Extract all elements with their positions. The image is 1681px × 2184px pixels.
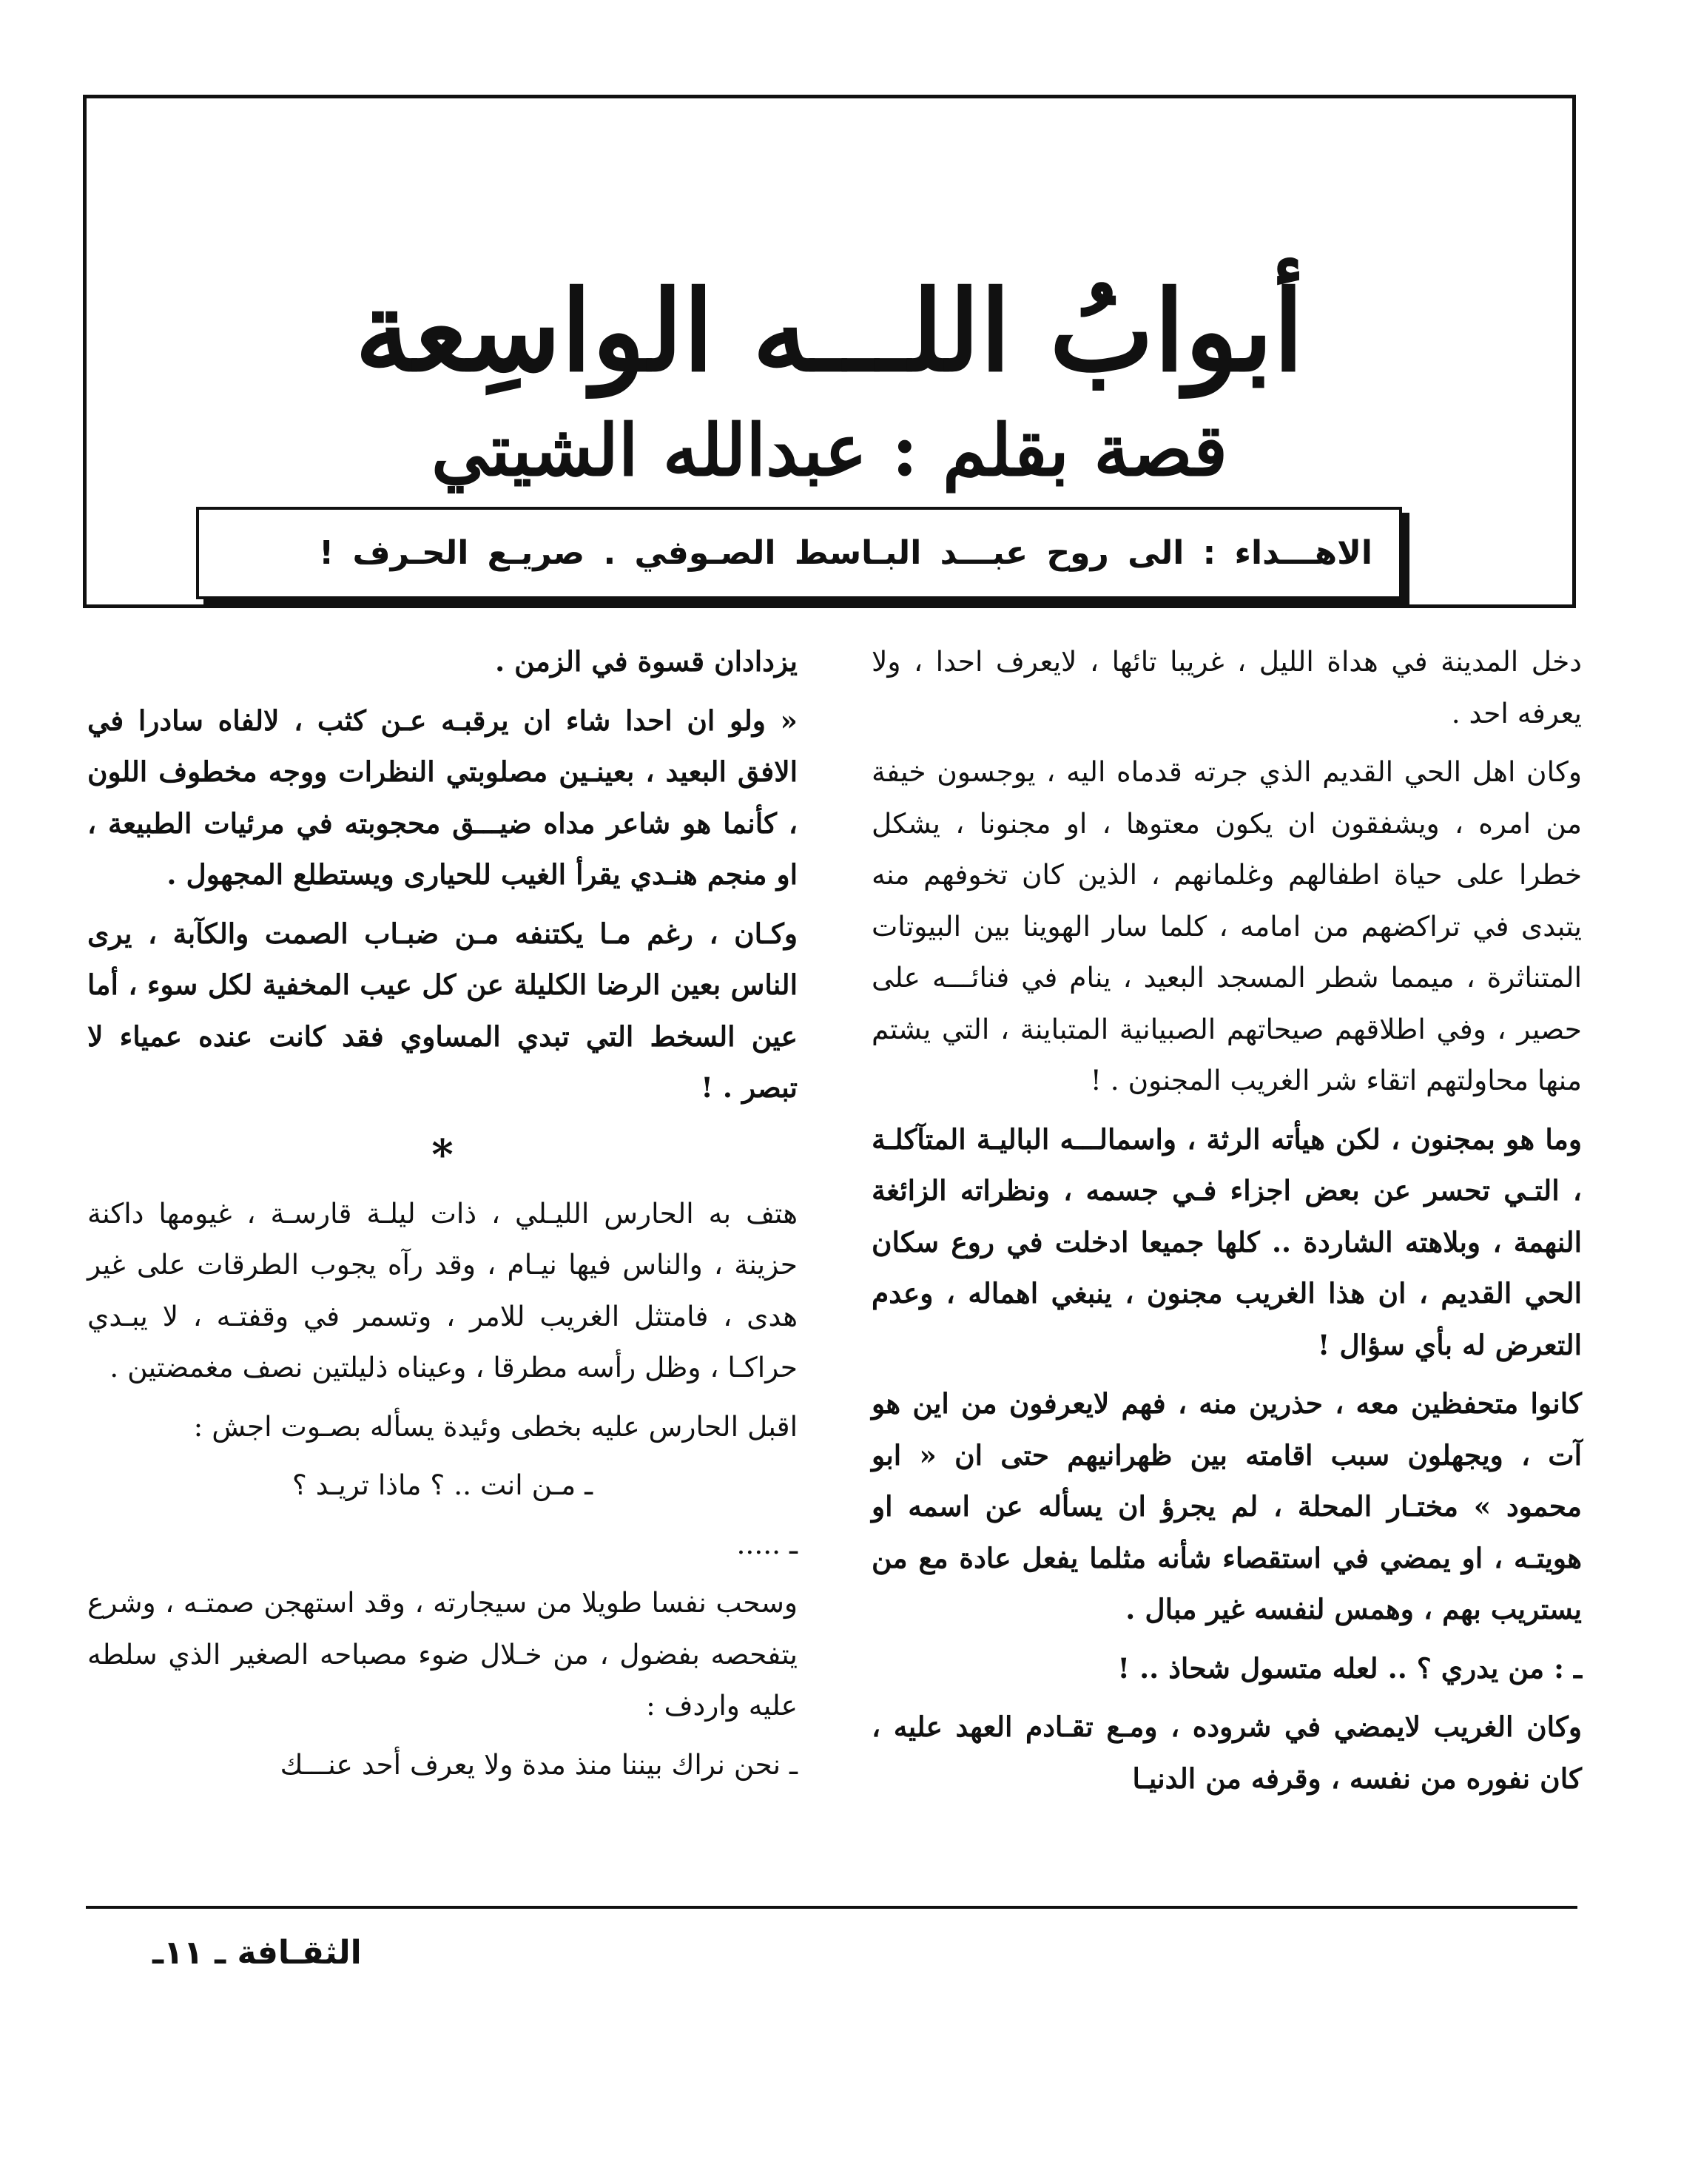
- section-separator: *: [431, 1130, 454, 1179]
- paragraph: وسحب نفسا طويلا من سيجارته ، وقد استهجن صمتـه ، وشرع يتفحصه بفضول ، من خـلال ضوء مصباحه الصغير الذي سلطه عليه واردف :: [87, 1586, 798, 1722]
- title-box: [83, 95, 1576, 608]
- dialogue-line: ـ مـن انت .. ؟ ماذا تريـد ؟: [292, 1469, 593, 1501]
- paragraph: « ولو ان احدا شاء ان يرقبـه عـن كثب ، لالفاه سادرا في الافق البعيد ، بعينـين مصلوبتي النظرات ووجه مخطوف اللون ، كأنما هو شاعر مداه ضيـــق محجوبته في مرئيات الطبيعة ، او منجم هنـدي يقرأ الغيب للحيارى ويستطلع المجهول .: [87, 704, 798, 891]
- story-title: أبوابُ اللـــه الواسِعة: [354, 266, 1304, 397]
- dialogue-line: ـ نحن نراك بيننا منذ مدة ولا يعرف أحد عنـــك: [280, 1747, 798, 1781]
- left-column: [87, 636, 798, 1798]
- paragraph: دخل المدينة في هداة الليل ، غريبا تائها ، لايعرف احدا ، ولا يعرفه احد .: [872, 645, 1582, 729]
- paragraph: كانوا متحفظين معه ، حذرين منه ، فهم لايعرفون من اين هو آت ، ويجهلون سبب اقامته بين ظهرانيهم حتى ان « ابو محمود » مختـار المحلة ، لم يجرؤ ان يسأله عن اسمه او هويتـه ، او يمضي في استقصاء شأنه مثلما يفعل عادة مع من يستريب بهم ، وهمس لنفسه غير مبال .: [872, 1387, 1582, 1625]
- paragraph: وكـان ، رغم مـا يكتنفه مـن ضبـاب الصمت والكآبة ، يرى الناس بعين الرضا الكليلة عن كل عيب المخفية لكل سوء ، أما عين السخط التي تبدي المساوي فقد كانت عنده عمياء لا تبصر . !: [87, 917, 798, 1104]
- paragraph: ـ : من يدري ؟ .. لعله متسول شحاذ .. !: [1117, 1651, 1582, 1685]
- dedication-box: [196, 507, 1402, 599]
- story-byline: قصة بقلم : عبدالله الشيتي: [431, 408, 1227, 492]
- dialogue-line: ـ .....: [736, 1527, 798, 1560]
- right-column: [872, 636, 1582, 1812]
- paragraph: وكان الغريب لايمضي في شروده ، ومـع تقـادم العهد عليه ، كان نفوره من نفسه ، وقرفه من الدنيـا: [872, 1711, 1582, 1795]
- paragraph: وكان اهل الحي القديم الذي جرته قدماه اليه ، يوجسون خيفة من امره ، ويشفقون ان يكون معتوها ، او مجنونا ، يشكل خطرا على حياة اطفالهم وغلمانهم ، الذين كان تخوفهم منه يتبدى في تراكضهم من امامه ، كلما سار الهوينا بين البيوتات المتناثرة ، ميمما شطر المسجد البعيد ، ينام في فنائـــه على حصير ، وفي اطلاقهم صيحاتهم الصبيانية المتباينة ، التي يشتم منها محاولتهم اتقاء شر الغريب المجنون . !: [872, 755, 1582, 1096]
- paragraph: اقبل الحارس عليه بخطى وئيدة يسأله بصـوت اجش :: [193, 1409, 798, 1443]
- dedication-text: الاهـــداء : الى روح عبـــد البـاسط الصـوفي . صريـع الحـرف !: [319, 534, 1372, 572]
- paragraph: هتف به الحارس الليـلي ، ذات ليلـة قارسـة ، غيومها داكنة حزينة ، والناس فيها نيـام ، وقد رآه يجوب الطرقات على غير هدى ، فامتثل الغريب للامر ، وتسمر في وقفتـه ، لا يبـدي حراكـا ، وظل رأسه مطرقا ، وعيناه ذليلتين نصف مغمضتين .: [87, 1196, 798, 1383]
- footer-rule: [86, 1906, 1577, 1909]
- paragraph: وما هو بمجنون ، لكن هيأته الرثة ، واسمالـــه الباليـة المتآكلـة ، التـي تحسر عن بعض اجزاء فـي جسمه ، ونظراته الزائغة النهمة ، وبلاهته الشاردة .. كلها جميعا ادخلت في روع سكان الحي القديم ، ان هذا الغريب مجنون ، ينبغي اهماله ، وعدم التعرض له بأي سؤال !: [872, 1122, 1582, 1361]
- page-footer: الثقـافة ـ ١١ـ: [152, 1934, 362, 1972]
- paragraph: يزدادان قسوة في الزمن .: [495, 645, 798, 678]
